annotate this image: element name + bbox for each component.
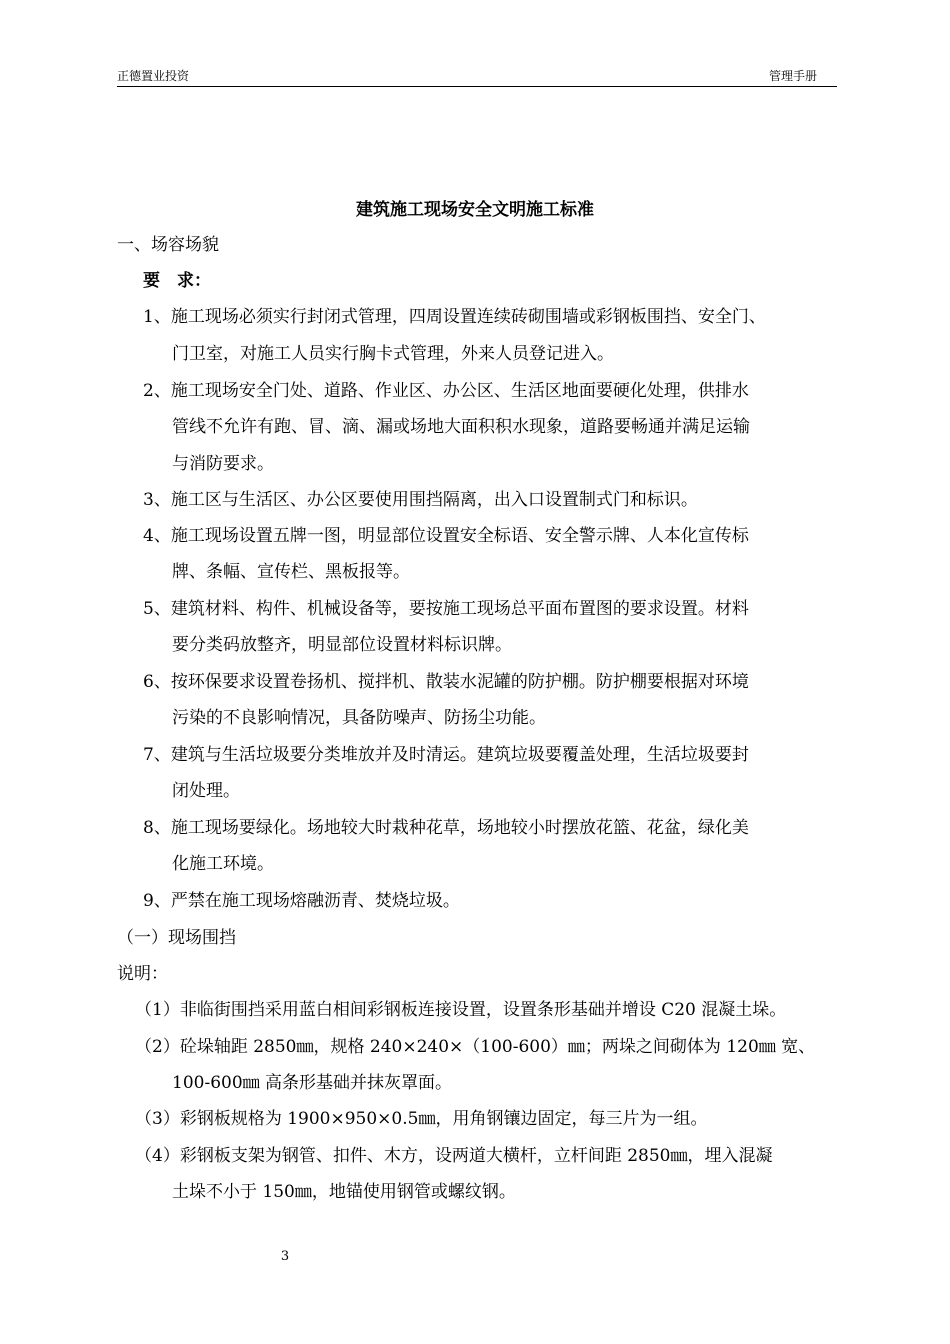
requirement-7-line-1: 7、建筑与生活垃圾要分类堆放并及时清运。建筑垃圾要覆盖处理，生活垃圾要封 xyxy=(143,745,749,765)
requirement-2-line-3: 与消防要求。 xyxy=(172,454,274,474)
page-number: 3 xyxy=(280,1249,290,1264)
requirement-9-line-1: 9、严禁在施工现场熔融沥青、焚烧垃圾。 xyxy=(143,891,460,911)
requirements-label: 要 求： xyxy=(143,271,211,291)
explain-label: 说明： xyxy=(117,964,168,984)
requirement-1-line-2: 门卫室，对施工人员实行胸卡式管理，外来人员登记进入。 xyxy=(172,344,614,364)
requirement-6-line-1: 6、按环保要求设置卷扬机、搅拌机、散装水泥罐的防护棚。防护棚要根据对环境 xyxy=(143,672,749,692)
requirement-3-line-1: 3、施工区与生活区、办公区要使用围挡隔离，出入口设置制式门和标识。 xyxy=(143,490,698,510)
requirement-2-line-2: 管线不允许有跑、冒、滴、漏或场地大面积积水现象，道路要畅通并满足运输 xyxy=(172,417,750,437)
page-header xyxy=(117,66,837,87)
document-title: 建筑施工现场安全文明施工标准 xyxy=(356,200,594,220)
explanation-2-line-2: 100-600㎜ 高条形基础并抹灰罩面。 xyxy=(172,1073,453,1093)
requirement-2-line-1: 2、施工现场安全门处、道路、作业区、办公区、生活区地面要硬化处理，供排水 xyxy=(143,381,749,401)
header-manual-name: 管理手册 xyxy=(768,69,817,83)
requirement-4-line-2: 牌、条幅、宣传栏、黑板报等。 xyxy=(172,562,410,582)
requirement-5-line-1: 5、建筑材料、构件、机械设备等，要按施工现场总平面布置图的要求设置。材料 xyxy=(143,599,749,619)
subsection-heading: （一）现场围挡 xyxy=(117,928,236,948)
requirement-7-line-2: 闭处理。 xyxy=(172,781,240,801)
explanation-3-line-1: （3）彩钢板规格为 1900×950×0.5㎜，用角钢镶边固定，每三片为一组。 xyxy=(135,1109,708,1129)
explanation-4-line-1: （4）彩钢板支架为钢管、扣件、木方，设两道大横杆，立杆间距 2850㎜，埋入混凝 xyxy=(135,1146,773,1166)
requirement-4-line-1: 4、施工现场设置五牌一图，明显部位设置安全标语、安全警示牌、人本化宣传标 xyxy=(143,526,749,546)
requirement-8-line-2: 化施工环境。 xyxy=(172,854,274,874)
requirement-6-line-2: 污染的不良影响情况，具备防噪声、防扬尘功能。 xyxy=(172,708,546,728)
requirement-8-line-1: 8、施工现场要绿化。场地较大时栽种花草，场地较小时摆放花篮、花盆，绿化美 xyxy=(143,818,749,838)
header-company-name: 正德置业投资 xyxy=(117,69,190,83)
requirement-5-line-2: 要分类码放整齐，明显部位设置材料标识牌。 xyxy=(172,635,512,655)
explanation-2-line-1: （2）砼垛轴距 2850㎜，规格 240×240×（100-600）㎜；两垛之间砌体为 120㎜ 宽、 xyxy=(135,1037,816,1057)
requirement-1-line-1: 1、施工现场必须实行封闭式管理，四周设置连续砖砌围墙或彩钢板围挡、安全门、 xyxy=(143,307,766,327)
explanation-1-line-1: （1）非临街围挡采用蓝白相间彩钢板连接设置，设置条形基础并增设 C20 混凝土垛。 xyxy=(135,1000,787,1020)
explanation-4-line-2: 土垛不小于 150㎜，地锚使用钢管或螺纹钢。 xyxy=(172,1182,516,1202)
section-heading: 一、场容场貌 xyxy=(117,235,219,255)
